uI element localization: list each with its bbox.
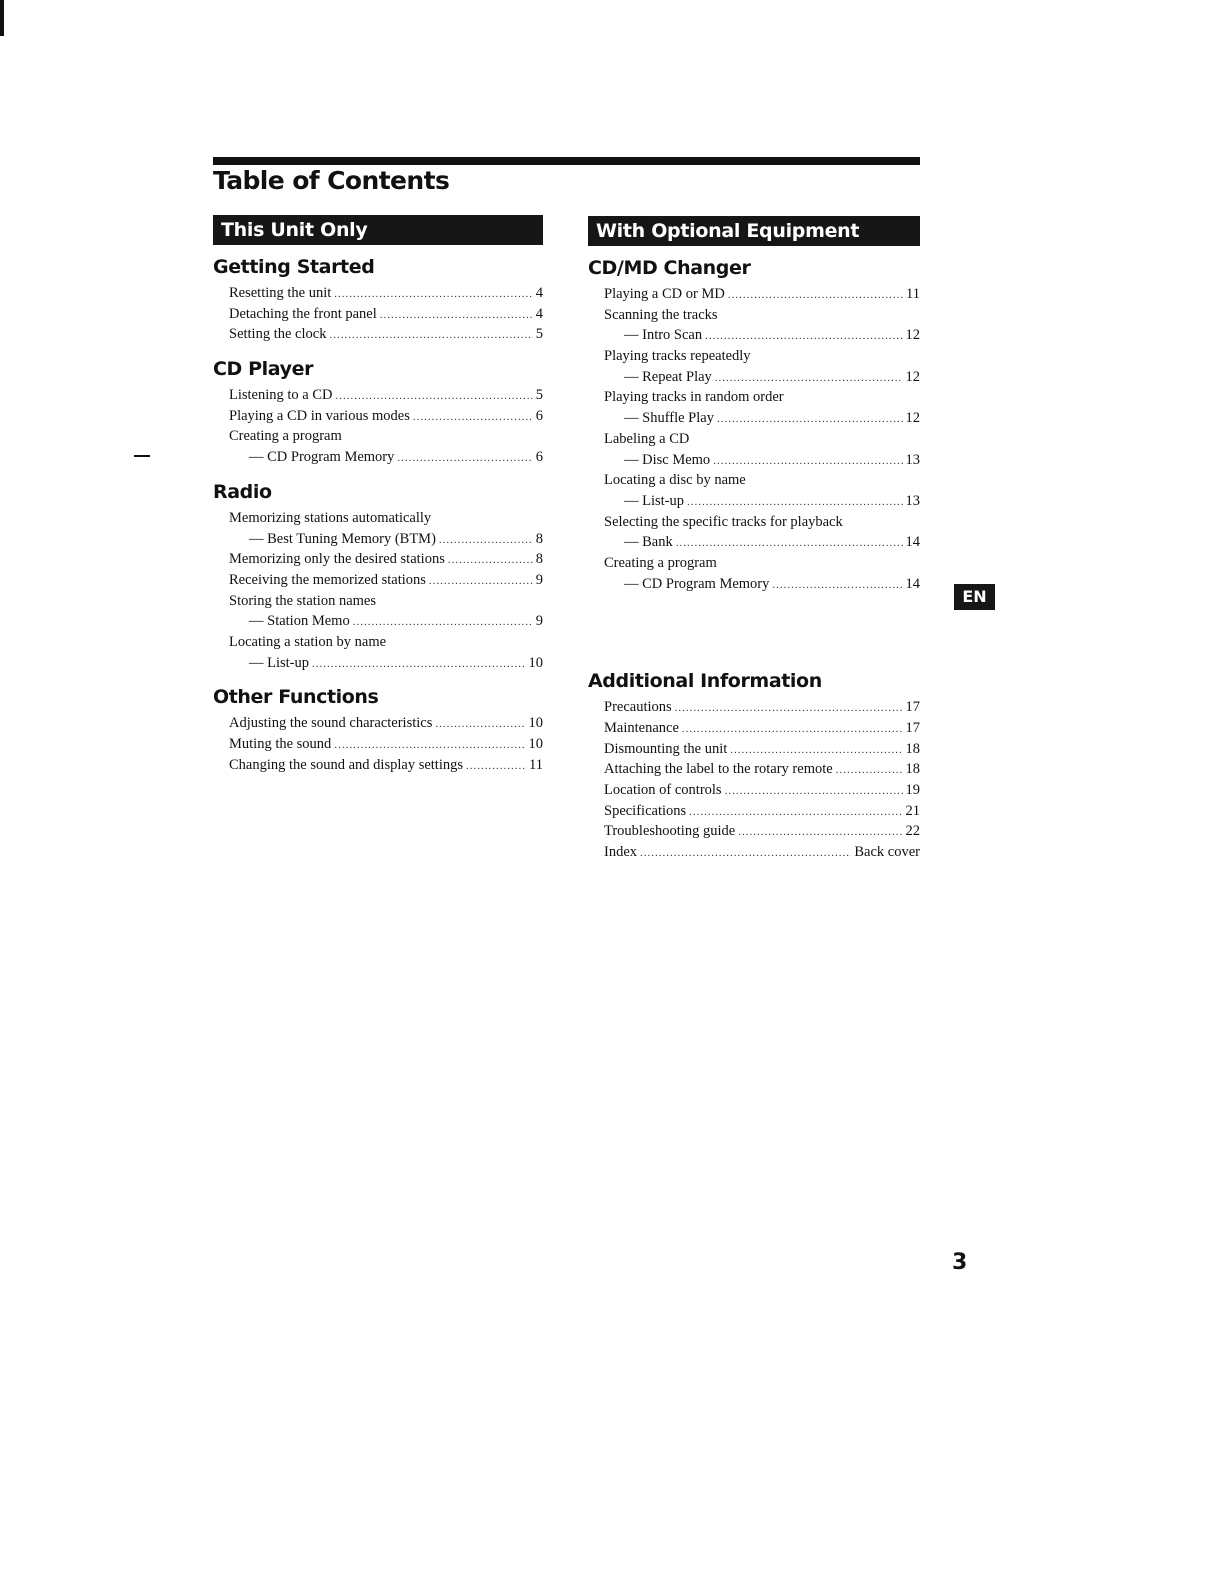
dot-leader <box>682 718 903 739</box>
toc-entry <box>588 574 920 595</box>
toc-entry-page: 10 <box>528 654 543 671</box>
toc-entry <box>213 611 543 632</box>
toc-entry-label: Setting the clock <box>229 326 327 343</box>
toc-entry <box>588 284 920 305</box>
toc-entry-page: 11 <box>529 756 543 773</box>
dot-leader <box>334 734 525 755</box>
toc-entry-label: Locating a disc by name <box>604 472 746 489</box>
toc-entry-page: 5 <box>535 387 543 404</box>
dot-leader <box>435 713 525 734</box>
toc-entry-page: 11 <box>906 286 920 302</box>
toc-entry <box>588 801 920 822</box>
toc-entry-label: — CD Program Memory <box>624 575 770 592</box>
toc-entry-label: — CD Program Memory <box>249 449 395 466</box>
toc-entry-label: Selecting the specific tracks for playback <box>604 513 843 530</box>
toc-section-cd-player <box>213 357 543 468</box>
toc-entry <box>213 508 543 529</box>
toc-entry <box>588 408 920 429</box>
toc-entry <box>588 780 920 801</box>
toc-entry-label: — Shuffle Play <box>624 410 714 427</box>
toc-entry-label: Creating a program <box>229 428 342 445</box>
toc-entry <box>588 512 920 533</box>
dot-leader <box>738 821 902 842</box>
toc-entry-label: — List-up <box>624 492 685 509</box>
toc-entry-label: — Bank <box>624 534 673 551</box>
toc-entry-label: — Repeat Play <box>624 368 712 385</box>
toc-section-getting-started <box>213 255 543 345</box>
toc-entry-label: Listening to a CD <box>229 387 333 404</box>
toc-entry <box>213 632 543 653</box>
toc-entry <box>213 713 543 734</box>
dot-leader <box>676 532 903 553</box>
toc-entry <box>213 529 543 550</box>
section-title: CD Player <box>213 358 314 381</box>
toc-entry <box>213 304 543 325</box>
toc-entry-label: Troubleshooting guide <box>604 823 736 840</box>
left-sections <box>213 255 543 775</box>
toc-entry-label: Attaching the label to the rotary remote <box>604 761 833 778</box>
toc-entry-label: Detaching the front panel <box>229 305 377 322</box>
dot-leader <box>730 739 902 760</box>
dot-leader <box>772 574 902 595</box>
toc-entry <box>588 325 920 346</box>
left-column <box>213 215 543 775</box>
toc-entry <box>588 429 920 450</box>
toc-entry-label: Creating a program <box>604 554 717 571</box>
toc-entry-label: Locating a station by name <box>229 633 387 650</box>
dot-leader <box>466 755 526 776</box>
toc-entry-label: — Best Tuning Memory (BTM) <box>249 530 436 547</box>
toc-entry-label: Muting the sound <box>229 736 332 752</box>
dot-leader <box>687 491 902 512</box>
toc-entry-page: 12 <box>905 368 920 385</box>
toc-entry <box>588 759 920 780</box>
toc-entry-page: 6 <box>535 407 543 424</box>
toc-entry-label: Storing the station names <box>229 592 376 609</box>
dot-leader <box>439 529 533 550</box>
toc-entry-label: Receiving the memorized stations <box>229 571 426 588</box>
toc-entry-page: 6 <box>535 449 543 466</box>
toc-entry <box>588 697 920 718</box>
toc-entry-label: Dismounting the unit <box>604 740 728 757</box>
dot-leader <box>413 406 533 427</box>
toc-entry-page: 12 <box>905 410 920 427</box>
dot-leader <box>725 780 903 801</box>
toc-entry <box>588 532 920 553</box>
dot-leader <box>397 447 532 468</box>
toc-entry-label: Scanning the tracks <box>604 306 718 323</box>
toc-entry-page: 4 <box>535 305 543 322</box>
toc-entry <box>213 755 543 776</box>
toc-section-other-functions <box>213 685 543 775</box>
toc-entry-label: Specifications <box>604 802 687 819</box>
toc-entry <box>213 426 543 447</box>
toc-entry-page: 9 <box>535 613 543 630</box>
dot-leader <box>334 283 532 304</box>
toc-entry-page: 19 <box>905 782 920 799</box>
toc-entry-label: — List-up <box>249 654 310 671</box>
right-column <box>588 216 920 863</box>
dot-leader <box>640 842 851 863</box>
toc-entry-page: 14 <box>905 534 920 551</box>
toc-entry-page: 17 <box>905 699 920 716</box>
toc-entry <box>213 734 543 755</box>
toc-entry <box>588 553 920 574</box>
toc-entry-label: Playing a CD in various modes <box>229 407 410 424</box>
toc-entry-page: 12 <box>905 327 920 344</box>
dot-leader <box>429 570 533 591</box>
toc-entry-label: Playing tracks in random order <box>604 389 784 406</box>
toc-entry-page: 5 <box>535 326 543 343</box>
toc-entry-page: 10 <box>528 715 543 732</box>
toc-entry <box>213 385 543 406</box>
toc-entry-page: 18 <box>905 740 920 757</box>
toc-entry <box>588 470 920 491</box>
toc-entry-label: — Station Memo <box>249 613 350 630</box>
section-title: Getting Started <box>213 256 375 278</box>
dot-leader <box>715 367 903 388</box>
toc-entry-page: 21 <box>905 802 920 819</box>
toc-entry <box>213 324 543 345</box>
toc-entry-label: Memorizing only the desired stations <box>229 551 445 568</box>
toc-entry-page: Back cover <box>854 844 920 861</box>
toc-entry-page: 17 <box>905 720 920 736</box>
toc-entry <box>588 387 920 408</box>
toc-entry <box>213 591 543 612</box>
section-title: Additional Information <box>588 670 822 693</box>
dot-leader <box>717 408 903 429</box>
toc-entry <box>213 447 543 468</box>
toc-entry-label: Resetting the unit <box>229 285 332 301</box>
toc-entry <box>588 739 920 760</box>
toc-section-additional-information <box>588 669 920 863</box>
toc-entry <box>213 570 543 591</box>
toc-entry <box>588 367 920 388</box>
dot-leader <box>713 450 902 471</box>
dot-leader <box>728 284 903 305</box>
toc-entry-label: Index <box>604 844 638 861</box>
dot-leader <box>448 549 533 570</box>
toc-entry-page: 13 <box>905 451 920 468</box>
toc-entry <box>588 346 920 367</box>
page-title: Table of Contents <box>213 166 450 195</box>
toc-entry-label: — Intro Scan <box>624 327 703 344</box>
toc-entry-page: 14 <box>905 575 920 592</box>
toc-entry-page: 8 <box>535 530 543 547</box>
toc-entry-page: 9 <box>535 571 543 588</box>
section-title: CD/MD Changer <box>588 257 751 279</box>
toc-entry <box>213 653 543 674</box>
scan-edge-mark <box>0 0 4 36</box>
toc-entry-page: 4 <box>535 285 543 301</box>
section-banner-this-unit-only: This Unit Only <box>213 215 543 245</box>
toc-entry <box>588 305 920 326</box>
toc-entry <box>588 718 920 739</box>
toc-entry <box>588 842 920 863</box>
page-number: 3 <box>952 1250 968 1275</box>
section-banner-optional-equipment: With Optional Equipment <box>588 216 920 246</box>
toc-entry-label: Playing tracks repeatedly <box>604 348 751 365</box>
dot-leader <box>312 653 525 674</box>
toc-entry <box>213 549 543 570</box>
toc-entry <box>213 406 543 427</box>
toc-section-cd-md-changer <box>588 256 920 594</box>
dot-leader <box>675 697 903 718</box>
dot-leader <box>329 324 532 345</box>
toc-entry-label: Precautions <box>604 699 672 716</box>
section-title: Radio <box>213 480 272 503</box>
toc-entry-page: 13 <box>905 492 920 509</box>
toc-entry-label: Labeling a CD <box>604 430 690 447</box>
dot-leader <box>689 801 902 822</box>
dot-leader <box>353 611 533 632</box>
dot-leader <box>336 385 533 406</box>
toc-entry-page: 8 <box>535 551 543 568</box>
toc-entry-page: 18 <box>905 761 920 778</box>
toc-entry-page: 22 <box>905 823 920 840</box>
dot-leader <box>836 759 903 780</box>
toc-entry <box>588 821 920 842</box>
toc-entry-label: Memorizing stations automatically <box>229 509 432 526</box>
toc-entry-label: Maintenance <box>604 720 679 736</box>
dot-leader <box>705 325 902 346</box>
title-rule <box>213 157 920 165</box>
dot-leader <box>380 304 533 325</box>
toc-entry <box>213 283 543 304</box>
toc-entry-label: Location of controls <box>604 782 722 799</box>
toc-entry-label: — Disc Memo <box>624 451 711 468</box>
scan-dash-mark <box>134 455 150 457</box>
language-tab-badge: EN <box>954 584 995 610</box>
right-sections <box>588 256 920 863</box>
toc-section-radio <box>213 480 543 674</box>
section-title: Other Functions <box>213 686 379 709</box>
toc-entry-label: Changing the sound and display settings <box>229 756 463 773</box>
toc-entry <box>588 450 920 471</box>
toc-entry-label: Playing a CD or MD <box>604 286 725 302</box>
toc-entry <box>588 491 920 512</box>
toc-entry-page: 10 <box>528 736 543 752</box>
toc-entry-label: Adjusting the sound characteristics <box>229 715 433 732</box>
